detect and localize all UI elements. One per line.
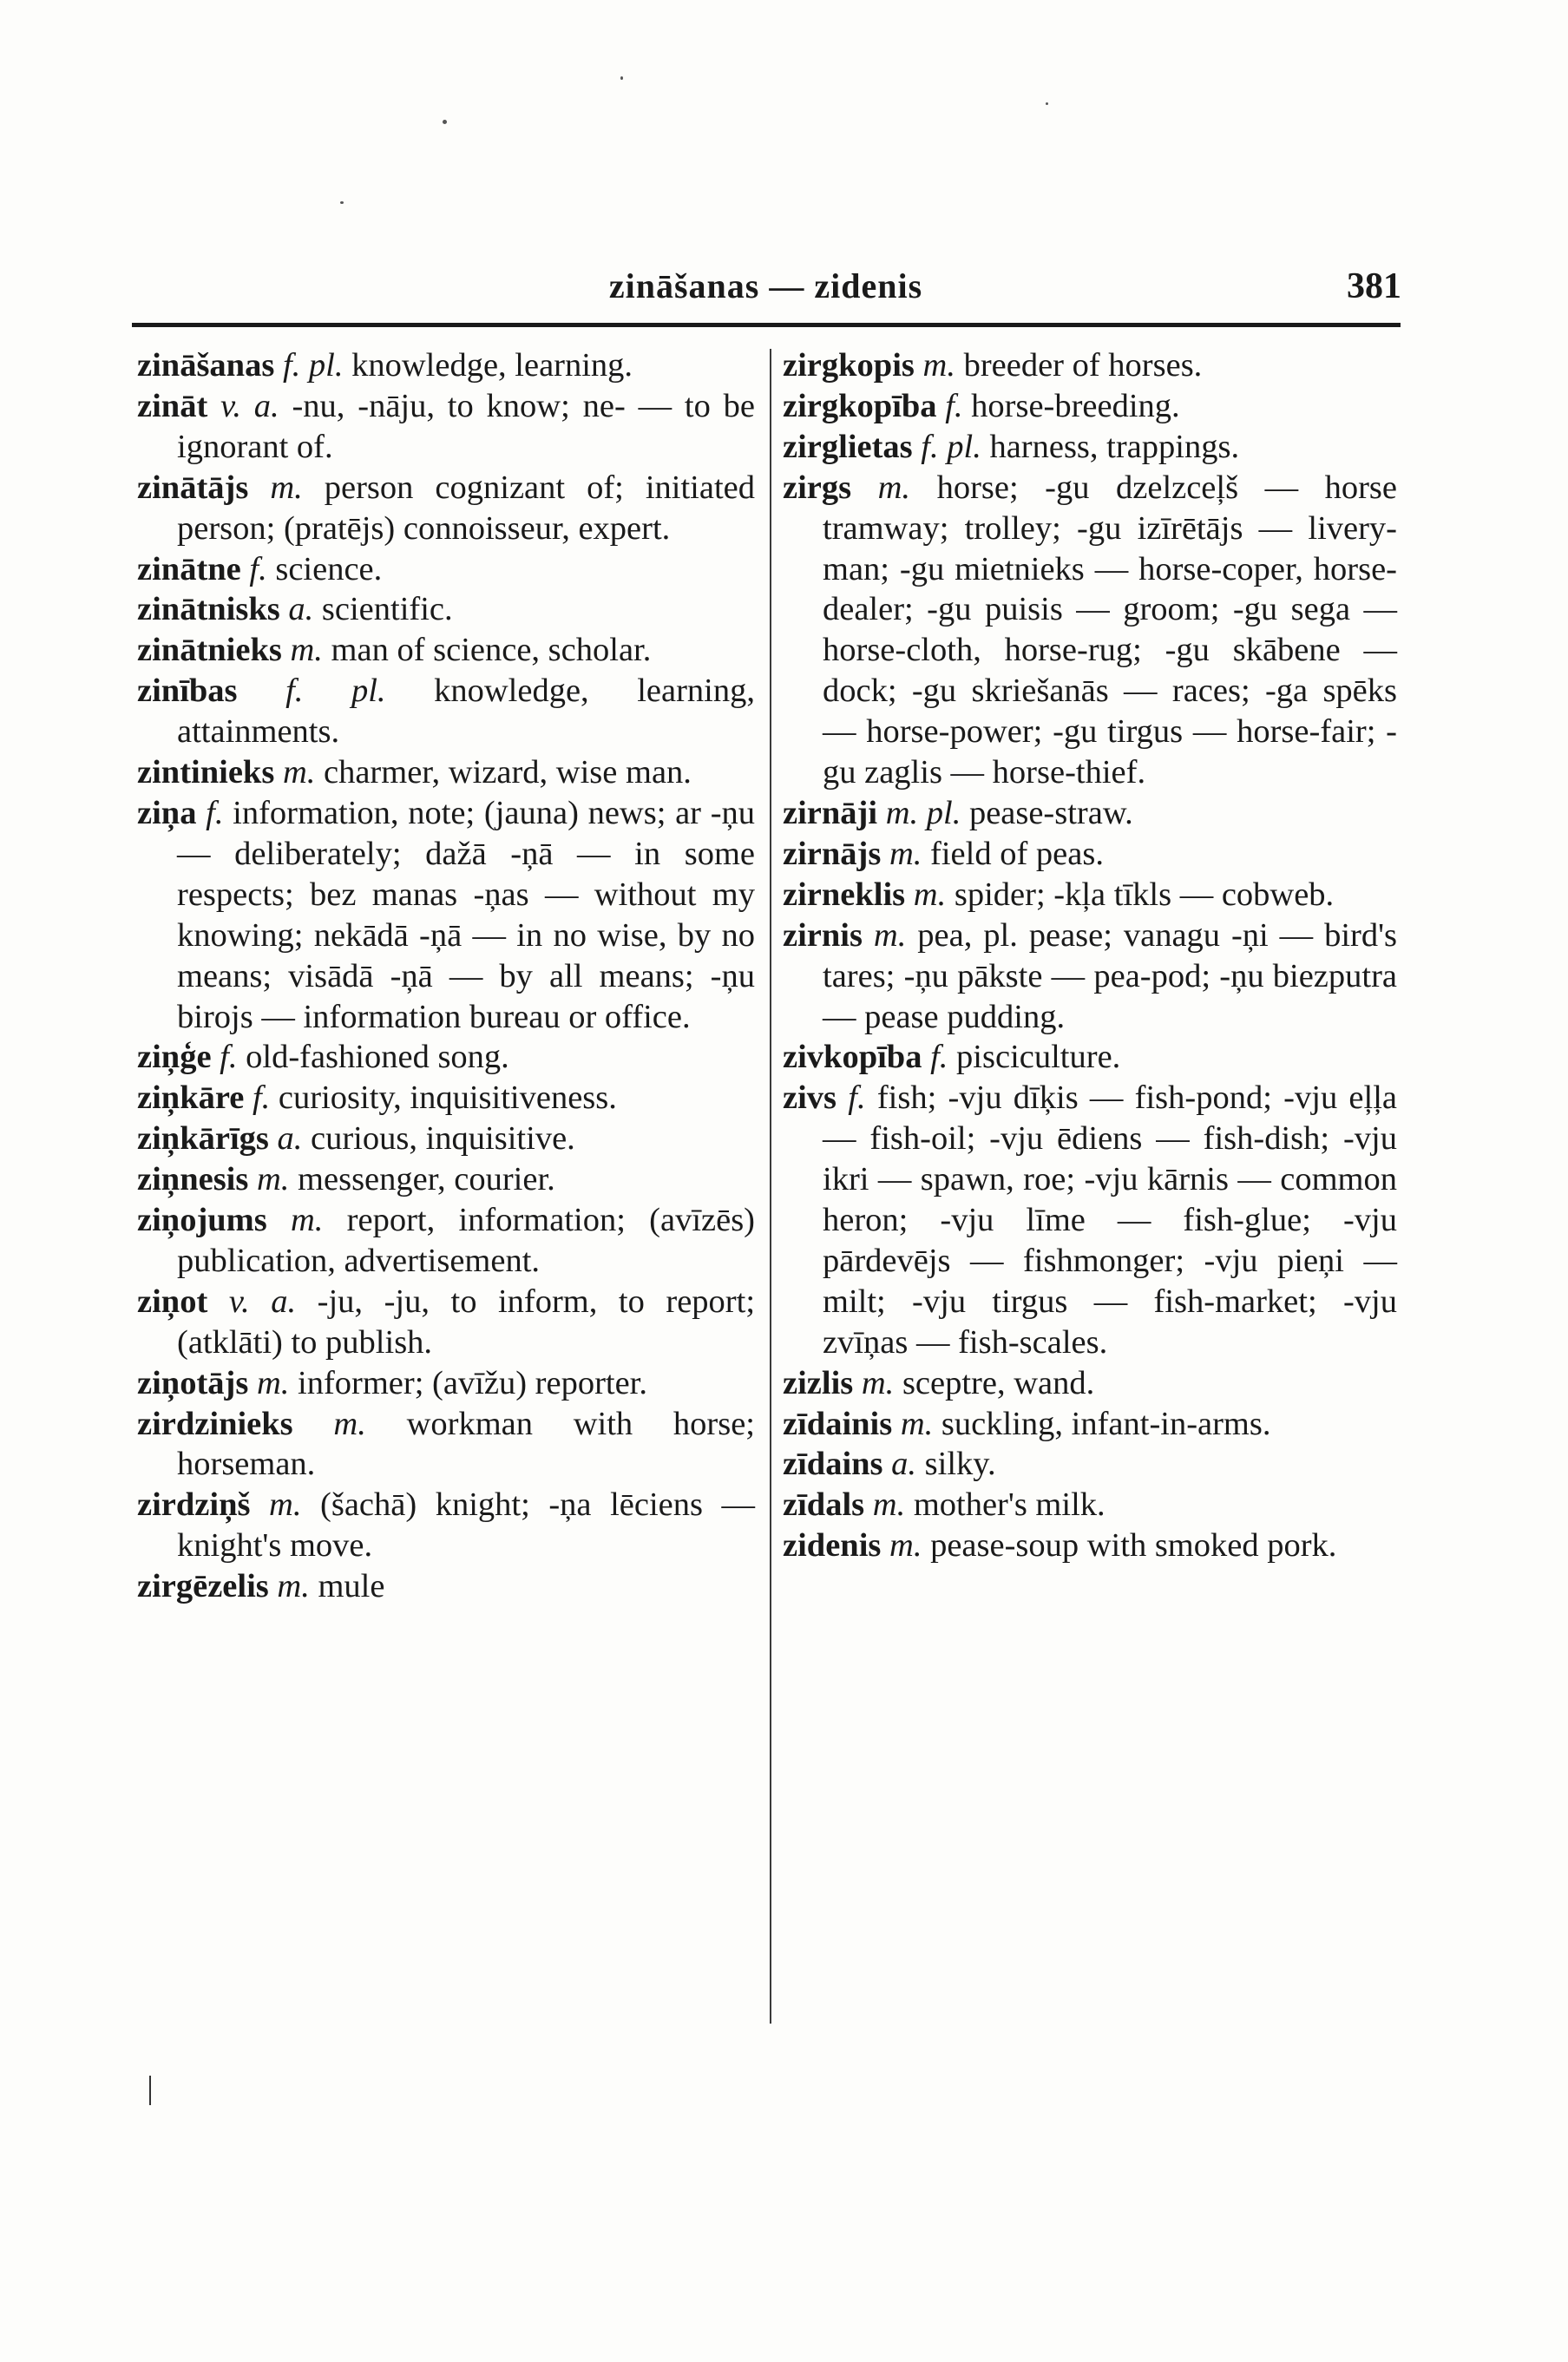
entry-definition: curious, inquisitive.	[311, 1120, 575, 1158]
entry-definition: mule	[318, 1568, 385, 1605]
entry-grammar: m.	[282, 754, 316, 791]
entry-definition: scientific.	[321, 591, 453, 628]
entry-headword: zirdziņš	[137, 1486, 251, 1524]
entry-definition: knowledge, learning.	[351, 347, 633, 384]
entry-headword: ziņotājs	[137, 1364, 249, 1401]
entry-headword: zirgkopība	[783, 387, 937, 424]
entry-grammar: m.	[889, 835, 922, 872]
dictionary-entry	[137, 1078, 755, 1119]
dictionary-entry	[137, 1404, 755, 1486]
entry-grammar: m.	[269, 1486, 302, 1524]
entry-grammar: m.	[873, 916, 907, 954]
entry-definition: spider; -kļa tīkls — cobweb.	[954, 876, 1335, 913]
entry-headword: zirgēzelis	[137, 1568, 269, 1605]
dictionary-entry	[783, 875, 1397, 915]
dictionary-entry	[783, 345, 1397, 386]
entry-grammar: v. a.	[220, 387, 279, 424]
entry-grammar: a.	[288, 591, 314, 628]
entry-headword: zirdzinieks	[137, 1405, 293, 1442]
dictionary-entry	[783, 793, 1397, 834]
entry-definition: pea, pl. pease; vanagu -ņi — bird's tares; -ņu pākste — pea-pod; -ņu biezputra — pease pudding.	[823, 916, 1398, 1035]
entry-headword: ziņkāre	[137, 1079, 245, 1117]
entry-definition: man of science, scholar.	[331, 632, 652, 669]
entry-headword: zināšanas	[137, 347, 275, 384]
dictionary-entry	[783, 915, 1397, 1038]
column-divider	[770, 349, 771, 2024]
entry-headword: zinības	[137, 673, 238, 710]
entry-definition: knowledge, learning, attainments.	[177, 673, 755, 751]
entry-grammar: m.	[877, 469, 911, 506]
entry-headword: zināt	[137, 387, 208, 424]
paper-speck	[340, 201, 344, 204]
entry-definition: report, information; (avīzēs) publication, advertisement.	[177, 1202, 756, 1279]
entry-grammar: f. pl.	[921, 428, 981, 465]
entry-grammar: m.	[913, 876, 947, 913]
running-head: zināšanas — zidenis	[608, 266, 923, 305]
dictionary-entry	[137, 1159, 755, 1200]
entry-grammar: m.	[270, 469, 303, 506]
entry-headword: zizlis	[783, 1364, 854, 1401]
dictionary-entry	[137, 1282, 755, 1363]
entry-definition: fish; -vju dīķis — fish-pond; -vju eļļa — fish-oil; -vju ēdiens — fish-dish; -vju ikri — spawn, roe; -vju kārnis — common heron; -vju līme — fish-glue; -vju pārdevējs — fishmonger; -vju pieņi — milt; -vju tirgus — fish-market; -vju zvīņas — fish-scales.	[823, 1079, 1398, 1361]
entry-headword: zirnājs	[783, 835, 882, 872]
entry-grammar: f. pl.	[285, 673, 386, 710]
entry-definition: suckling, infant-in-arms.	[941, 1405, 1271, 1442]
entry-headword: ziņkārīgs	[137, 1120, 269, 1158]
left-column	[137, 345, 755, 1607]
entry-headword: zirgkopis	[783, 347, 915, 384]
dictionary-entry	[783, 1485, 1397, 1525]
entry-definition: -ju, -ju, to inform, to report; (atklāti) to publish.	[177, 1283, 756, 1361]
entry-headword: ziņnesis	[137, 1161, 249, 1198]
entry-definition: informer; (avīžu) reporter.	[298, 1364, 648, 1401]
page-number: 381	[1347, 266, 1401, 306]
entry-definition: charmer, wizard, wise man.	[324, 754, 692, 791]
entry-headword: zinātnieks	[137, 632, 282, 669]
paper-speck	[1046, 102, 1048, 105]
margin-mark	[149, 2076, 151, 2105]
entry-grammar: m.	[333, 1405, 366, 1442]
dictionary-entry	[137, 589, 755, 630]
entry-grammar: f. pl.	[282, 347, 344, 384]
entry-definition: horse; -gu dzelzceļš — horse tramway; trolley; -gu izīrētājs — livery-man; -gu mietnieks — horse-coper, horse-dealer; -gu puisis — groom; -gu sega — horse-cloth, horse-rug; -gu skābene — dock; -gu skriešanās — races; -ga spēks — horse-power; -gu tirgus — horse-fair; -gu zaglis — horse-thief.	[823, 469, 1397, 791]
paper-speck	[620, 76, 623, 80]
entry-grammar: m.	[277, 1568, 310, 1605]
entry-definition: silky.	[924, 1446, 996, 1483]
entry-definition: information, note; (jauna) news; ar -ņu — deliberately; dažā -ņā — in some respects; bez manas -ņas — without my knowing; nekādā -ņā — in no wise, by no means; visādā -ņā — by all means; -ņu birojs — information bureau or office.	[177, 794, 756, 1035]
dictionary-entry	[137, 345, 755, 386]
dictionary-entry	[137, 1200, 755, 1282]
entry-grammar: f.	[249, 550, 267, 587]
paper-speck	[443, 120, 447, 124]
entry-grammar: f.	[220, 1039, 238, 1076]
entry-grammar: m.	[256, 1364, 290, 1401]
dictionary-entry	[783, 427, 1397, 468]
dictionary-entry	[783, 1363, 1397, 1404]
dictionary-entry	[137, 1485, 755, 1566]
dictionary-entry	[783, 834, 1397, 875]
entry-grammar: m.	[872, 1486, 906, 1524]
entry-headword: zirglietas	[783, 428, 913, 465]
dictionary-entry	[783, 1525, 1397, 1566]
entry-definition: mother's milk.	[913, 1486, 1105, 1524]
entry-headword: zīdains	[783, 1446, 883, 1483]
dictionary-entry	[783, 1444, 1397, 1485]
dictionary-entry	[137, 1037, 755, 1078]
dictionary-entry	[137, 1566, 755, 1607]
entry-headword: zīdals	[783, 1486, 865, 1524]
dictionary-entry	[137, 671, 755, 752]
entry-definition: person cognizant of; initiated person; (pratējs) connoisseur, expert.	[177, 469, 755, 547]
entry-grammar: m.	[861, 1364, 895, 1401]
entry-headword: zinātnisks	[137, 591, 280, 628]
dictionary-entry	[137, 793, 755, 1037]
entry-headword: zinātne	[137, 550, 241, 587]
entry-definition: messenger, courier.	[298, 1161, 555, 1198]
entry-definition: harness, trappings.	[989, 428, 1240, 465]
entry-definition: pease-straw.	[968, 794, 1133, 831]
right-column	[783, 345, 1397, 1566]
dictionary-entry	[137, 549, 755, 590]
dictionary-entry	[783, 468, 1397, 793]
dictionary-entry	[783, 1404, 1397, 1445]
dictionary-entry	[137, 386, 755, 468]
entry-grammar: v. a.	[228, 1283, 297, 1320]
entry-definition: -nu, -nāju, to know; ne- — to be ignorant of.	[177, 387, 756, 465]
entry-definition: sceptre, wand.	[902, 1364, 1095, 1401]
entry-definition: pisciculture.	[956, 1039, 1121, 1076]
dictionary-entry	[783, 386, 1397, 427]
entry-grammar: m.	[900, 1405, 934, 1442]
entry-grammar: a.	[277, 1120, 303, 1158]
entry-headword: zirnāji	[783, 794, 878, 831]
entry-definition: field of peas.	[930, 835, 1104, 872]
entry-grammar: m.	[290, 632, 323, 669]
entry-definition: (šachā) knight; -ņa lēciens — knight's move.	[177, 1486, 756, 1565]
entry-headword: ziņģe	[137, 1039, 212, 1076]
dictionary-entry	[137, 1363, 755, 1404]
entry-headword: ziņa	[137, 794, 197, 831]
entry-definition: workman with horse; horseman.	[177, 1405, 755, 1483]
entry-definition: science.	[275, 550, 383, 587]
entry-grammar: m.	[922, 347, 955, 384]
entry-headword: ziņot	[137, 1283, 208, 1320]
entry-headword: zivs	[783, 1079, 837, 1117]
entry-headword: zinātājs	[137, 469, 249, 506]
entry-grammar: f.	[930, 1039, 948, 1076]
entry-headword: zivkopība	[783, 1039, 922, 1076]
dictionary-entry	[137, 752, 755, 793]
dictionary-entry	[783, 1078, 1397, 1362]
entry-definition: curiosity, inquisitiveness.	[278, 1079, 617, 1117]
dictionary-entry	[137, 630, 755, 671]
entry-grammar: m.	[889, 1527, 922, 1565]
entry-grammar: f.	[206, 794, 224, 831]
entry-headword: zirgs	[783, 469, 852, 506]
entry-headword: ziņojums	[137, 1202, 267, 1239]
entry-definition: pease-soup with smoked pork.	[930, 1527, 1337, 1565]
entry-grammar: m. pl.	[885, 794, 961, 831]
entry-grammar: m.	[290, 1202, 324, 1239]
entry-grammar: f.	[848, 1079, 866, 1117]
entry-grammar: f.	[252, 1079, 271, 1117]
dictionary-entry	[137, 468, 755, 549]
entry-headword: zidenis	[783, 1527, 882, 1565]
dictionary-entry	[783, 1037, 1397, 1078]
entry-headword: zirnis	[783, 916, 863, 954]
entry-headword: zintinieks	[137, 754, 275, 791]
entry-headword: zīdainis	[783, 1405, 893, 1442]
entry-headword: zirneklis	[783, 876, 906, 913]
entry-grammar: m.	[256, 1161, 290, 1198]
page-header	[130, 266, 1401, 318]
header-rule	[132, 323, 1401, 327]
entry-definition: old-fashioned song.	[246, 1039, 509, 1076]
entry-definition: breeder of horses.	[963, 347, 1203, 384]
dictionary-entry	[137, 1119, 755, 1159]
entry-grammar: f.	[945, 387, 963, 424]
entry-definition: horse-breeding.	[971, 387, 1180, 424]
entry-grammar: a.	[891, 1446, 917, 1483]
